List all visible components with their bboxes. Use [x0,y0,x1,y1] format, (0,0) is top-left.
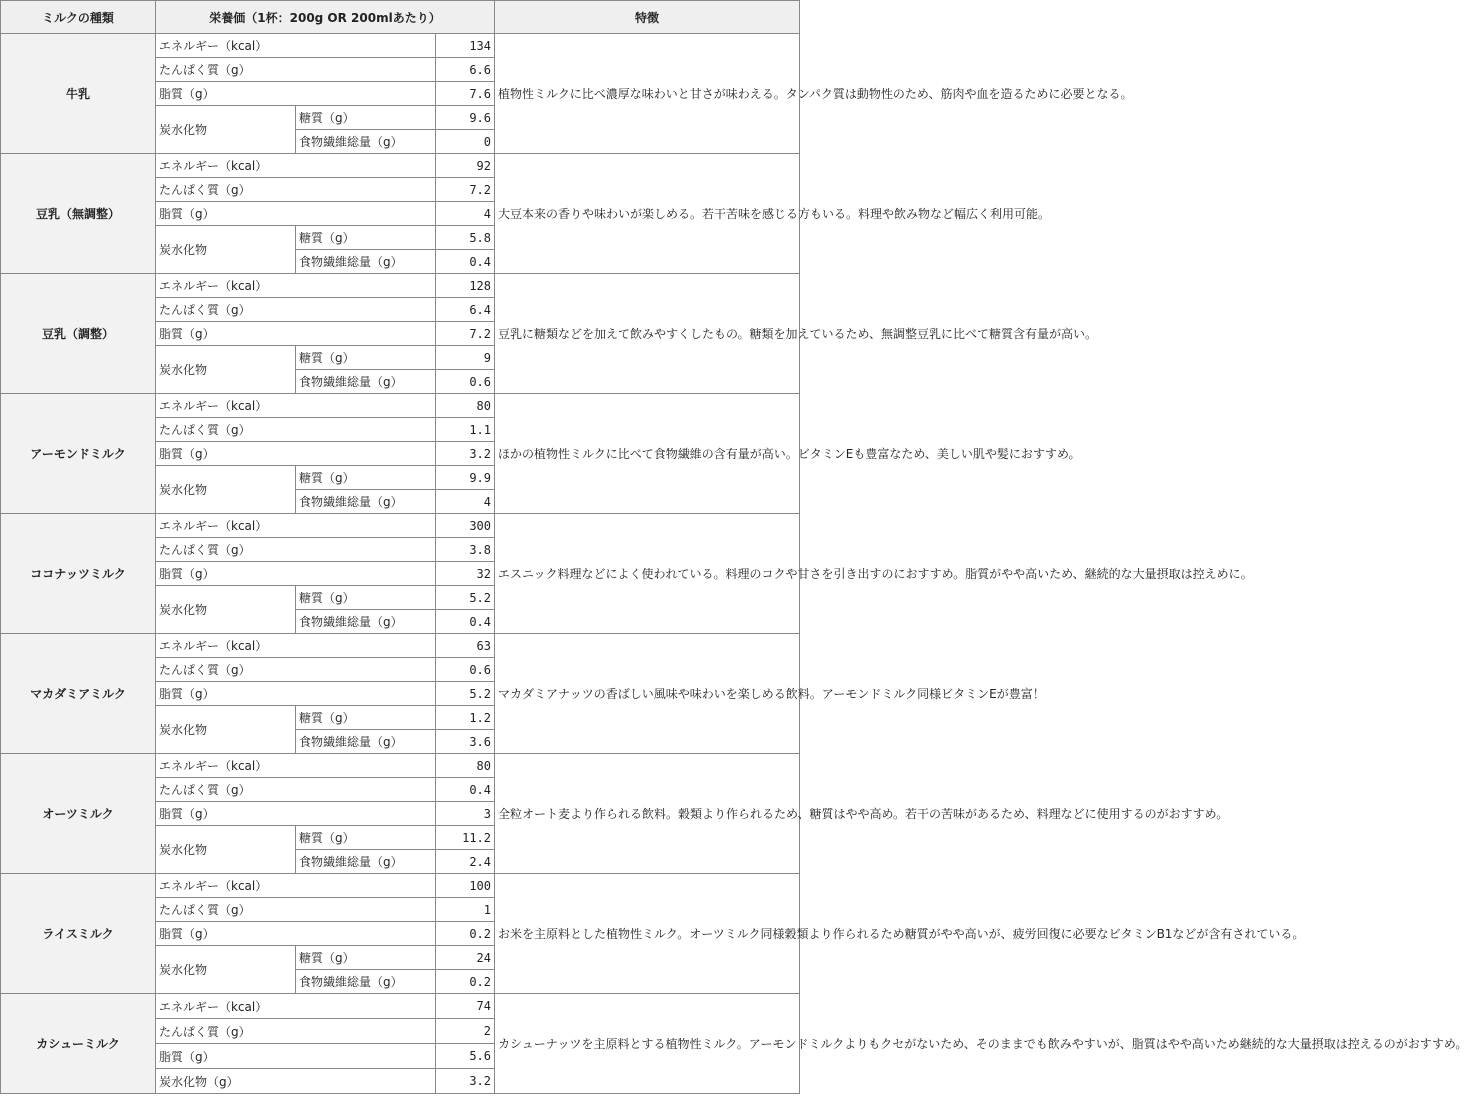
fat-label: 脂質（g） [156,202,436,226]
fat-label: 脂質（g） [156,562,436,586]
protein-value: 6.6 [436,58,495,82]
protein-value: 0.6 [436,658,495,682]
milk-feature: 豆乳に糖類などを加えて飲みやすくしたもの。糖類を加えているため、無調整豆乳に比べて糖質含有量が高い。 [495,274,800,394]
carb-value: 3.2 [436,1069,495,1094]
milk-name: アーモンドミルク [1,394,156,514]
table-body [1,34,1467,1094]
fat-label: 脂質（g） [156,922,436,946]
header-nutrition: 栄養価（1杯：200g OR 200mlあたり） [156,1,495,34]
table-row [1,874,800,898]
sugar-value: 9.6 [436,106,495,130]
energy-value: 63 [436,634,495,658]
energy-value: 80 [436,754,495,778]
fiber-value: 4 [436,490,495,514]
protein-value: 0.4 [436,778,495,802]
fat-label: 脂質（g） [156,1044,436,1069]
table-row [1,394,800,418]
carb-label: 炭水化物 [156,106,296,154]
sugar-value: 24 [436,946,495,970]
fiber-label: 食物繊維総量（g） [296,250,436,274]
protein-label: たんぱく質（g） [156,538,436,562]
milk-feature: ほかの植物性ミルクに比べて食物繊維の含有量が高い。ビタミンEも豊富なため、美しい肌や髪におすすめ。 [495,394,800,514]
carb-label: 炭水化物 [156,466,296,514]
table-row [1,754,800,778]
energy-label: エネルギー（kcal） [156,994,436,1019]
protein-label: たんぱく質（g） [156,58,436,82]
carb-label: 炭水化物 [156,226,296,274]
sugar-label: 糖質（g） [296,946,436,970]
protein-value: 7.2 [436,178,495,202]
fiber-value: 0.6 [436,370,495,394]
energy-label: エネルギー（kcal） [156,874,436,898]
fat-label: 脂質（g） [156,82,436,106]
energy-value: 92 [436,154,495,178]
sugar-label: 糖質（g） [296,346,436,370]
fiber-label: 食物繊維総量（g） [296,370,436,394]
energy-label: エネルギー（kcal） [156,154,436,178]
table-row [1,634,800,658]
fiber-value: 0.2 [436,970,495,994]
fat-value: 3.2 [436,442,495,466]
energy-label: エネルギー（kcal） [156,754,436,778]
header-feature: 特徴 [495,1,800,34]
energy-value: 80 [436,394,495,418]
energy-value: 100 [436,874,495,898]
energy-value: 128 [436,274,495,298]
fiber-value: 0.4 [436,250,495,274]
carb-label: 炭水化物 [156,826,296,874]
sugar-value: 9 [436,346,495,370]
header-row [1,1,800,34]
milk-feature: 植物性ミルクに比べ濃厚な味わいと甘さが味わえる。タンパク質は動物性のため、筋肉や血を造るために必要となる。 [495,34,800,154]
fat-value: 7.2 [436,322,495,346]
energy-value: 74 [436,994,495,1019]
protein-label: たんぱく質（g） [156,778,436,802]
milk-name: カシューミルク [1,994,156,1094]
sugar-label: 糖質（g） [296,826,436,850]
protein-label: たんぱく質（g） [156,898,436,922]
fiber-label: 食物繊維総量（g） [296,490,436,514]
protein-value: 6.4 [436,298,495,322]
carb-label: 炭水化物 [156,346,296,394]
fat-label: 脂質（g） [156,802,436,826]
milk-name: ココナッツミルク [1,514,156,634]
milk-name: 牛乳 [1,34,156,154]
milk-name: 豆乳（無調整） [1,154,156,274]
sugar-label: 糖質（g） [296,706,436,730]
milk-name: オーツミルク [1,754,156,874]
fiber-label: 食物繊維総量（g） [296,970,436,994]
table-row [1,154,800,178]
fat-value: 3 [436,802,495,826]
energy-value: 134 [436,34,495,58]
energy-value: 300 [436,514,495,538]
fiber-label: 食物繊維総量（g） [296,850,436,874]
protein-value: 3.8 [436,538,495,562]
table-row [1,994,800,1019]
protein-value: 1.1 [436,418,495,442]
fiber-value: 2.4 [436,850,495,874]
milk-name: マカダミアミルク [1,634,156,754]
energy-label: エネルギー（kcal） [156,514,436,538]
energy-label: エネルギー（kcal） [156,274,436,298]
fiber-label: 食物繊維総量（g） [296,130,436,154]
milk-feature: お米を主原料とした植物性ミルク。オーツミルク同様穀類より作られるため糖質がやや高いが、疲労回復に必要なビタミンB1などが含有されている。 [495,874,800,994]
milk-feature: 全粒オート麦より作られる飲料。穀類より作られるため、糖質はやや高め。若干の苦味があるため、料理などに使用するのがおすすめ。 [495,754,800,874]
fiber-value: 0.4 [436,610,495,634]
fat-value: 0.2 [436,922,495,946]
table-row [1,34,800,58]
sugar-label: 糖質（g） [296,226,436,250]
sugar-label: 糖質（g） [296,586,436,610]
sugar-value: 5.8 [436,226,495,250]
fiber-value: 0 [436,130,495,154]
sugar-value: 9.9 [436,466,495,490]
milk-feature: エスニック料理などによく使われている。料理のコクや甘さを引き出すのにおすすめ。脂質がやや高いため、継続的な大量摂取は控えめに。 [495,514,800,634]
fat-value: 4 [436,202,495,226]
fat-label: 脂質（g） [156,442,436,466]
sugar-value: 11.2 [436,826,495,850]
protein-label: たんぱく質（g） [156,1019,436,1044]
fat-label: 脂質（g） [156,682,436,706]
energy-label: エネルギー（kcal） [156,634,436,658]
protein-label: たんぱく質（g） [156,418,436,442]
sugar-label: 糖質（g） [296,466,436,490]
fat-label: 脂質（g） [156,322,436,346]
sugar-label: 糖質（g） [296,106,436,130]
fat-value: 5.6 [436,1044,495,1069]
header-milk-type: ミルクの種類 [1,1,156,34]
carb-label: 炭水化物 [156,586,296,634]
energy-label: エネルギー（kcal） [156,394,436,418]
milk-feature: マカダミアナッツの香ばしい風味や味わいを楽しめる飲料。アーモンドミルク同様ビタミンEが豊富！ [495,634,800,754]
milk-name: ライスミルク [1,874,156,994]
fat-value: 32 [436,562,495,586]
sugar-value: 5.2 [436,586,495,610]
sugar-value: 1.2 [436,706,495,730]
carb-label: 炭水化物 [156,706,296,754]
energy-label: エネルギー（kcal） [156,34,436,58]
protein-label: たんぱく質（g） [156,658,436,682]
milk-name: 豆乳（調整） [1,274,156,394]
fat-value: 7.6 [436,82,495,106]
protein-value: 1 [436,898,495,922]
table-row [1,514,800,538]
table-row [1,274,800,298]
fiber-label: 食物繊維総量（g） [296,730,436,754]
carb-label: 炭水化物（g） [156,1069,436,1094]
fiber-value: 3.6 [436,730,495,754]
fiber-label: 食物繊維総量（g） [296,610,436,634]
milk-feature: 大豆本来の香りや味わいが楽しめる。若干苦味を感じる方もいる。料理や飲み物など幅広く利用可能。 [495,154,800,274]
fat-value: 5.2 [436,682,495,706]
protein-value: 2 [436,1019,495,1044]
milk-feature: カシューナッツを主原料とする植物性ミルク。アーモンドミルクよりもクセがないため、そのままでも飲みやすいが、脂質はやや高いため継続的な大量摂取は控えるのがおすすめ。 [495,994,800,1094]
protein-label: たんぱく質（g） [156,298,436,322]
carb-label: 炭水化物 [156,946,296,994]
protein-label: たんぱく質（g） [156,178,436,202]
